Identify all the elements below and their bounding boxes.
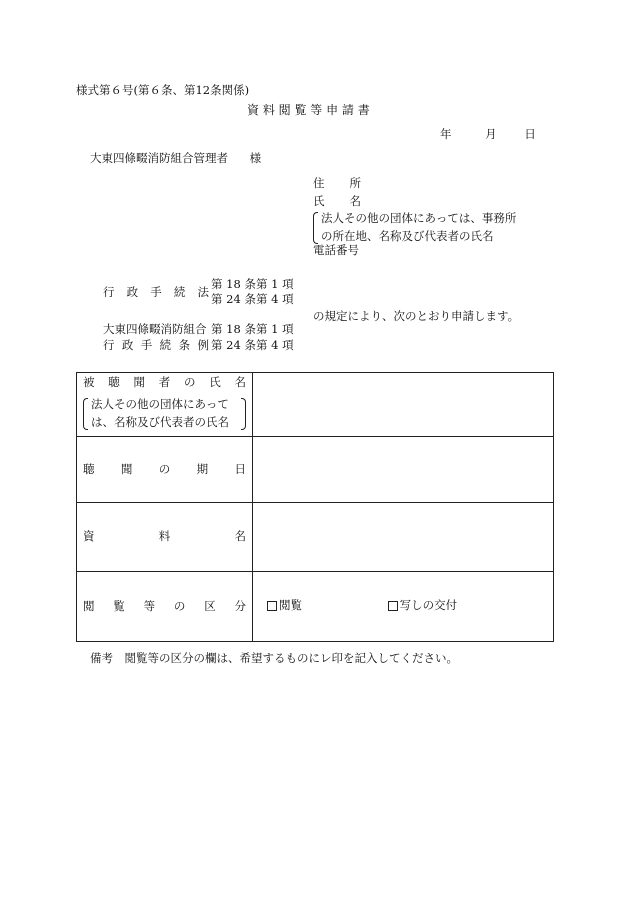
row1-input-cell[interactable] xyxy=(253,373,554,437)
law3-char: 例 xyxy=(197,338,209,352)
applicant-note xyxy=(313,210,630,246)
applicant-name-label xyxy=(313,196,361,208)
applicant-note-line1: 法人その他の団体にあっては、事務所 xyxy=(321,211,517,225)
checkbox-square-icon xyxy=(267,601,277,611)
row4-label-cell xyxy=(77,572,253,642)
checkbox-square-icon xyxy=(388,601,398,611)
application-table xyxy=(76,372,554,642)
row2-char: 期 xyxy=(196,461,209,476)
page-title: 資 料 閲 覧 等 申 請 書 xyxy=(247,103,370,117)
option-copy-label: 写しの交付 xyxy=(399,597,458,612)
row1-label-cell xyxy=(77,373,253,437)
law1-name xyxy=(103,287,209,299)
law1-char: 行 xyxy=(103,285,115,299)
row1-char: 者 xyxy=(158,374,171,389)
row4-char: 等 xyxy=(143,598,156,613)
row4-char: 区 xyxy=(204,598,216,613)
law3-char: 政 xyxy=(121,338,134,352)
date-year: 年 xyxy=(440,127,452,141)
law1-char: 続 xyxy=(173,285,186,299)
addressee-name: 大東四條畷消防組合管理者 xyxy=(90,151,228,165)
addressee xyxy=(90,153,261,165)
row3-char: 料 xyxy=(158,529,171,544)
row2-char: の xyxy=(158,461,171,476)
law2-name: 大東四條畷消防組合 xyxy=(103,322,207,336)
row4-char: 分 xyxy=(234,598,246,613)
law1-char: 政 xyxy=(126,285,139,299)
law1-clause-b: 第 24 条第 4 項 xyxy=(211,292,294,306)
row2-char: 日 xyxy=(234,461,246,476)
option-view-label: 閲覧 xyxy=(279,597,302,612)
date-line xyxy=(440,129,536,141)
option-copy-checkbox[interactable] xyxy=(388,597,458,612)
law3-name xyxy=(103,340,209,352)
row3-label xyxy=(83,531,246,543)
form-number: 様式第６号(第６条、第12条関係) xyxy=(76,83,250,97)
applicant-phone-label: 電話番号 xyxy=(313,243,359,257)
row4-char: 閲 xyxy=(83,598,95,613)
table-row xyxy=(77,503,554,572)
row1-note xyxy=(83,396,246,432)
row4-options-cell xyxy=(253,572,554,642)
applicant-address-label xyxy=(313,178,361,190)
address-label-char: 所 xyxy=(349,176,361,190)
law3-char: 手 xyxy=(140,338,153,352)
row1-char: 被 xyxy=(83,374,95,389)
row1-label xyxy=(83,374,246,389)
row3-char: 資 xyxy=(83,529,95,544)
law-connector: の規定により、次のとおり申請します。 xyxy=(313,309,520,323)
row2-char: 聞 xyxy=(120,461,133,476)
law3-char: 続 xyxy=(159,338,172,352)
row3-input-cell[interactable] xyxy=(253,503,554,572)
row3-char: 名 xyxy=(234,529,246,544)
row1-char: 聞 xyxy=(133,374,145,389)
row2-label xyxy=(83,461,246,476)
table-row xyxy=(77,572,554,642)
row4-char: 覧 xyxy=(113,598,125,613)
law3-char: 行 xyxy=(103,338,115,352)
applicant-note-line2: の所在地、名称及び代表者の氏名 xyxy=(321,228,494,243)
table-row xyxy=(77,373,554,437)
row2-label-cell xyxy=(77,437,253,503)
row1-note-line1: 法人その他の団体にあって xyxy=(91,397,229,412)
date-month: 月 xyxy=(485,127,497,141)
row1-char: の xyxy=(184,374,196,389)
row2-input-cell[interactable] xyxy=(253,437,554,503)
name-label-char: 氏 xyxy=(313,194,325,208)
law1-clause-a: 第 18 条第 1 項 xyxy=(211,277,294,291)
row2-char: 聴 xyxy=(83,461,95,476)
law1-char: 手 xyxy=(150,285,162,299)
law3-clause-b: 第 24 条第 4 項 xyxy=(211,338,294,352)
row1-char: 名 xyxy=(234,374,246,389)
row3-label-cell xyxy=(77,503,253,572)
law2-clause-a: 第 18 条第 1 項 xyxy=(211,322,294,336)
row4-label xyxy=(83,598,246,613)
address-label-char: 住 xyxy=(313,176,325,190)
row1-note-line2: は、名称及び代表者の氏名 xyxy=(91,415,229,430)
row1-char: 氏 xyxy=(209,374,221,389)
name-label-char: 名 xyxy=(349,194,361,208)
row1-char: 聴 xyxy=(108,374,120,389)
law3-char: 条 xyxy=(178,338,191,352)
table-row xyxy=(77,437,554,503)
remark: 備考 閲覧等の区分の欄は、希望するものにレ印を記入してください。 xyxy=(90,651,458,665)
law1-char: 法 xyxy=(197,285,209,299)
date-day: 日 xyxy=(524,127,536,141)
addressee-honorific: 様 xyxy=(249,151,262,165)
option-view-checkbox[interactable] xyxy=(267,597,302,612)
row4-char: の xyxy=(173,598,186,613)
